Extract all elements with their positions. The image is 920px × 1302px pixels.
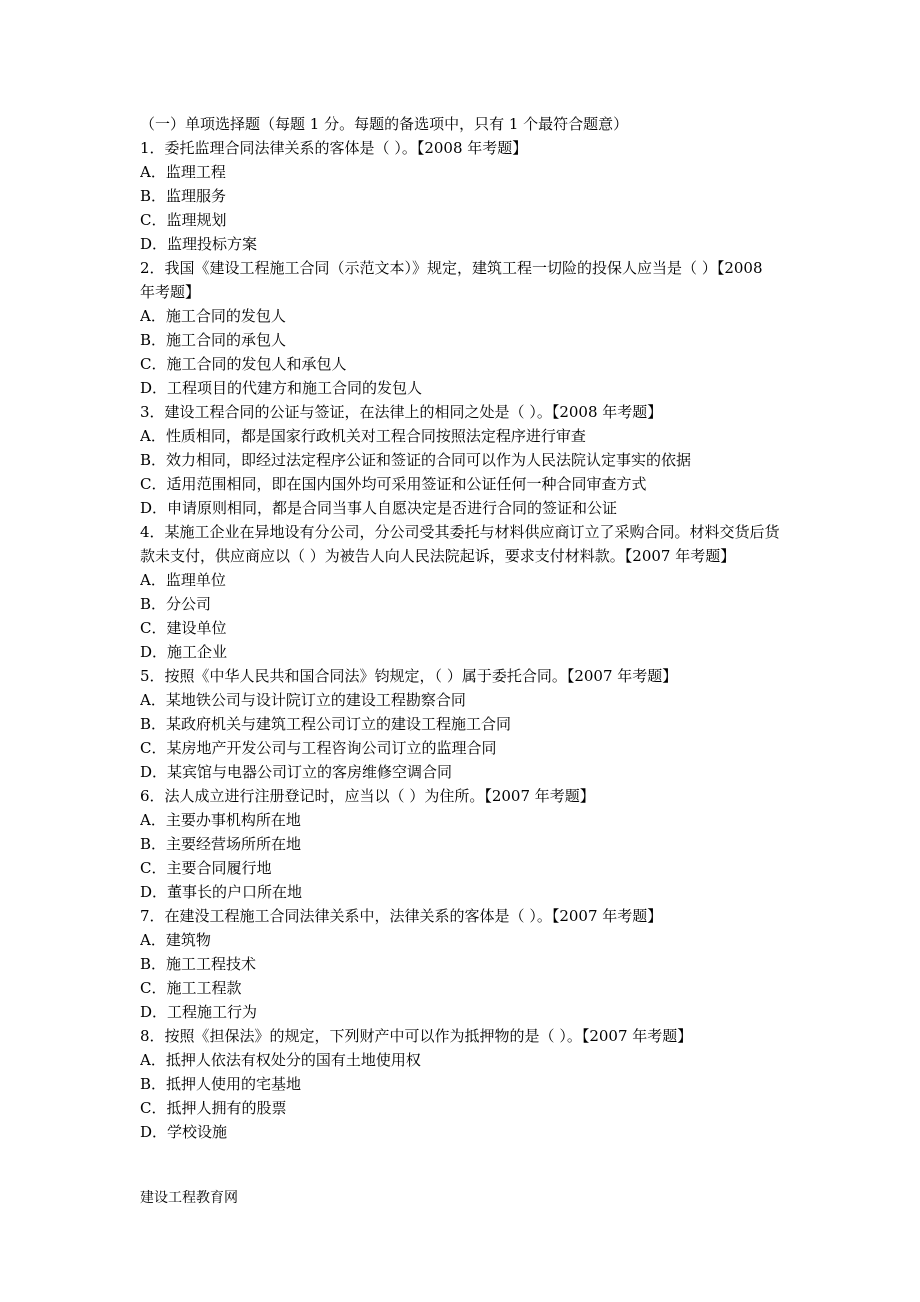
- option-d: D．某宾馆与电器公司订立的客房维修空调合同: [140, 763, 453, 781]
- option-d: D．工程施工行为: [140, 1003, 258, 1021]
- option-b: B．施工合同的承包人: [140, 331, 287, 349]
- option-b: B．主要经营场所所在地: [140, 835, 302, 853]
- option-c: C．施工合同的发包人和承包人: [140, 355, 347, 373]
- option-a: A．建筑物: [140, 931, 211, 949]
- option-a: A．施工合同的发包人: [140, 307, 286, 325]
- option-c: C．监理规划: [140, 211, 227, 229]
- option-c: C．某房地产开发公司与工程咨询公司订立的监理合同: [140, 739, 497, 757]
- option-c: C．抵押人拥有的股票: [140, 1099, 287, 1117]
- option-b: B．抵押人使用的宅基地: [140, 1075, 302, 1093]
- question-stem: 8．按照《担保法》的规定，下列财产中可以作为抵押物的是（ ）。【2007 年考题】: [140, 1027, 693, 1045]
- footer-site-name: 建设工程教育网: [140, 1190, 238, 1206]
- option-a: A．性质相同，都是国家行政机关对工程合同按照法定程序进行审查: [140, 427, 586, 445]
- option-d: D．工程项目的代建方和施工合同的发包人: [140, 379, 423, 397]
- option-a: A．监理单位: [140, 571, 226, 589]
- option-d: D．施工企业: [140, 643, 228, 661]
- question-stem: 2．我国《建设工程施工合同（示范文本）》规定，建筑工程一切险的投保人应当是（ ）【2008 年考题】: [140, 259, 763, 301]
- option-d: D．申请原则相同，都是合同当事人自愿决定是否进行合同的签证和公证: [140, 499, 618, 517]
- option-a: A．监理工程: [140, 163, 226, 181]
- question-8: [140, 1024, 780, 1144]
- option-a: A．主要办事机构所在地: [140, 811, 301, 829]
- option-b: B．监理服务: [140, 187, 227, 205]
- question-3: [140, 400, 780, 520]
- question-stem: 5．按照《中华人民共和国合同法》钧规定，（ ）属于委托合同。【2007 年考题】: [140, 667, 678, 685]
- option-a: A．某地铁公司与设计院订立的建设工程勘察合同: [140, 691, 466, 709]
- question-stem: 3．建设工程合同的公证与签证，在法律上的相同之处是（ ）。【2008 年考题】: [140, 403, 663, 421]
- option-a: A．抵押人依法有权处分的国有土地使用权: [140, 1051, 421, 1069]
- question-1: [140, 136, 780, 256]
- section-title: （一）单项选择题（每题 1 分。每题的备选项中，只有 1 个最符合题意）: [140, 115, 629, 133]
- option-d: D．学校设施: [140, 1123, 228, 1141]
- question-6: [140, 784, 780, 904]
- question-stem: 4．某施工企业在异地设有分公司，分公司受其委托与材料供应商订立了采购合同。材料交货后货款未支付，供应商应以（ ）为被告人向人民法院起诉，要求支付材料款。【2007 年考题】: [140, 523, 780, 565]
- option-c: C．施工工程款: [140, 979, 242, 997]
- option-c: C．适用范围相同，即在国内国外均可采用签证和公证任何一种合同审查方式: [140, 475, 647, 493]
- option-c: C．建设单位: [140, 619, 227, 637]
- option-d: D．董事长的户口所在地: [140, 883, 303, 901]
- question-2: [140, 256, 780, 400]
- option-b: B．分公司: [140, 595, 212, 613]
- question-stem: 6．法人成立进行注册登记时，应当以（ ）为住所。【2007 年考题】: [140, 787, 595, 805]
- option-b: B．施工工程技术: [140, 955, 257, 973]
- option-b: B．效力相同，即经过法定程序公证和签证的合同可以作为人民法院认定事实的依据: [140, 451, 692, 469]
- question-5: [140, 664, 780, 784]
- option-c: C．主要合同履行地: [140, 859, 272, 877]
- option-b: B．某政府机关与建筑工程公司订立的建设工程施工合同: [140, 715, 512, 733]
- question-4: [140, 520, 780, 664]
- option-d: D．监理投标方案: [140, 235, 258, 253]
- question-stem: 7．在建没工程施工合同法律关系中，法律关系的客体是（ ）。【2007 年考题】: [140, 907, 663, 925]
- question-7: [140, 904, 780, 1024]
- question-stem: 1．委托监理合同法律关系的客体是（ ）。【2008 年考题】: [140, 139, 528, 157]
- question-list: [140, 112, 780, 1144]
